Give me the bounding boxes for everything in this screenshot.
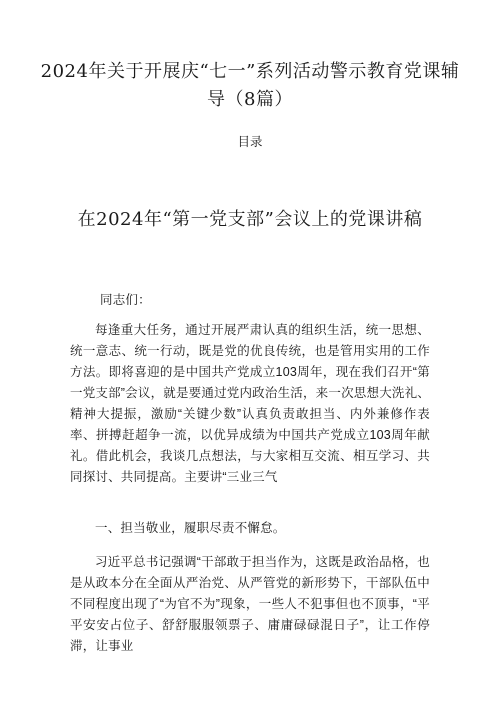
body-paragraph-2: 习近平总书记强调“干部敢于担当作为，这既是政治品格，也是从政本分在全面从严治党、从严管党的新形势下，干部队伍中不同程度出现了“为官不为”现象，一些人不犯事但也不顶事，“平平安安占位子、舒舒服服领票子、庸庸碌碌混日子”，让工作停滞，让事业 [70, 555, 430, 653]
section-title: 在2024年“第一党支部”会议上的党课讲稿 [77, 209, 423, 230]
subheading-1: 一、担当敬业，履职尽责不懈怠。 [95, 521, 286, 535]
document-title: 2024年关于开展庆“七一”系列活动警示教育党课辅导（8篇） [40, 61, 460, 110]
salutation: 同志们： [100, 293, 151, 307]
table-of-contents-label: 目录 [237, 135, 263, 149]
body-paragraph-1: 每逢重大任务，通过开展严肃认真的组织生活，统一思想、统一意志、统一行动，既是党的优良传统，也是管用实用的工作方法。即将喜迎的是中国共产党成立103周年，现在我们召开“第一党支部”会议，就是要通过党内政治生活，来一次思想大洗礼、精神大提振，激励“关键少数”认真负责敢担当、内外兼修作表率、拼搏赶超争一流，以优异成绩为中国共产党成立103周年献礼。借此机会，我谈几点想法，与大家相互交流、相互学习、共同探讨、共同提高。主要讲“三业三气 [70, 323, 430, 484]
